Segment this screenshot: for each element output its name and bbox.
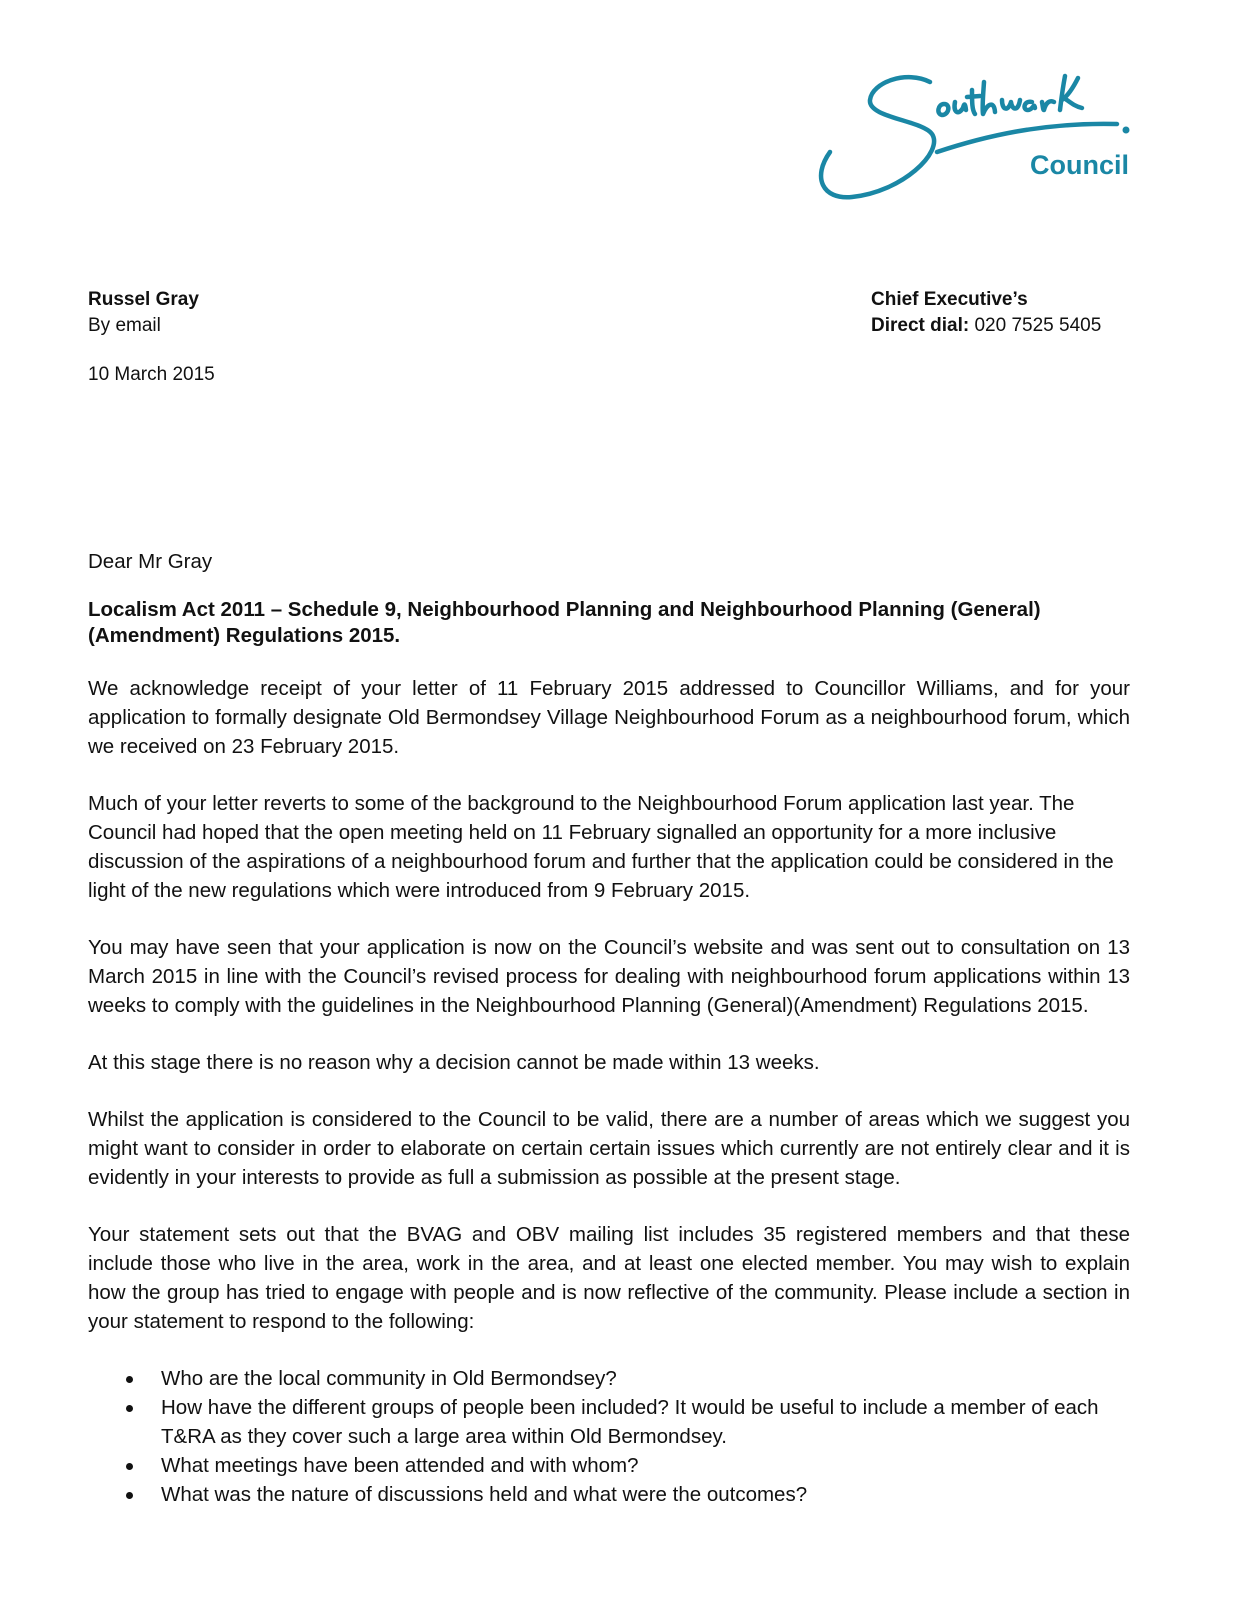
bullet-icon (126, 1405, 133, 1412)
letter-body (88, 547, 1130, 1509)
list-item: What was the nature of discussions held and what were the outcomes? (88, 1480, 1130, 1509)
paragraph-validity: Whilst the application is considered to the Council to be valid, there are a number of areas which we suggest you might want to consider in order to elaborate on certain certain issues which currently are not entirely clear and it is evidently in your interests to provide as full a submission as possible at the present stage. (88, 1108, 1130, 1189)
paragraph-statement: Your statement sets out that the BVAG and OBV mailing list includes 35 registered members and that these include those who live in the area, work in the area, and at least one elected member. You may wish to explain how the group has tried to engage with people and is now reflective of the community. Please include a section in your statement to respond to the following: (88, 1223, 1130, 1333)
direct-dial-number: 020 7525 5405 (974, 315, 1102, 336)
bullet-icon (126, 1492, 133, 1499)
paragraph-acknowledgement: We acknowledge receipt of your letter of 11 February 2015 addressed to Councillor Williams, and for your application to formally designate Old Bermondsey Village Neighbourhood Forum as a neighbourhood forum, which we received on 23 February 2015. (88, 677, 1130, 758)
paragraph-consultation: You may have seen that your application is now on the Council’s website and was sent out to consultation on 13 March 2015 in line with the Council’s revised process for dealing with neighbourhood forum applications within 13 weeks to comply with the guidelines in the Neighbourhood Planning (General)(Amendment) Regulations 2015. (88, 936, 1130, 1017)
direct-dial-label: Direct dial: (871, 315, 970, 336)
paragraph-background: Much of your letter reverts to some of the background to the Neighbourhood Forum application last year. The Council had hoped that the open meeting held on 11 February signalled an opportunity for a more inclusive discussion of the aspirations of a neighbourhood forum and further that the application could be considered in the light of the new regulations which were introduced from 9 February 2015. (88, 792, 1114, 902)
paragraph-decision-timing: At this stage there is no reason why a decision cannot be made within 13 weeks. (88, 1051, 820, 1074)
recipient-name: Russel Gray (88, 289, 199, 310)
southwark-council-logo (812, 52, 1142, 212)
direct-dial-line (871, 313, 1101, 339)
salutation: Dear Mr Gray (88, 550, 213, 573)
bullet-icon (126, 1376, 133, 1383)
list-item: Who are the local community in Old Bermondsey? (88, 1364, 1130, 1393)
bullet-icon (126, 1463, 133, 1470)
sender-title: Chief Executive’s (871, 289, 1028, 310)
list-item: How have the different groups of people been included? It would be useful to include a member of each T&RA as they cover such a large area within Old Bermondsey. (88, 1393, 1130, 1451)
subject-heading: Localism Act 2011 – Schedule 9, Neighbourhood Planning and Neighbourhood Planning (General) (Amendment) Regulations 2015. (88, 598, 1041, 647)
list-item: What meetings have been attended and with whom? (88, 1451, 1130, 1480)
sender-block (871, 287, 1101, 339)
recipient-block (88, 287, 199, 339)
question-list (88, 1364, 1130, 1509)
logo-council-text: Council (1030, 150, 1129, 180)
recipient-delivery: By email (88, 315, 161, 336)
letter-date: 10 March 2015 (88, 364, 215, 385)
southwark-script-logo-icon (812, 52, 1142, 212)
